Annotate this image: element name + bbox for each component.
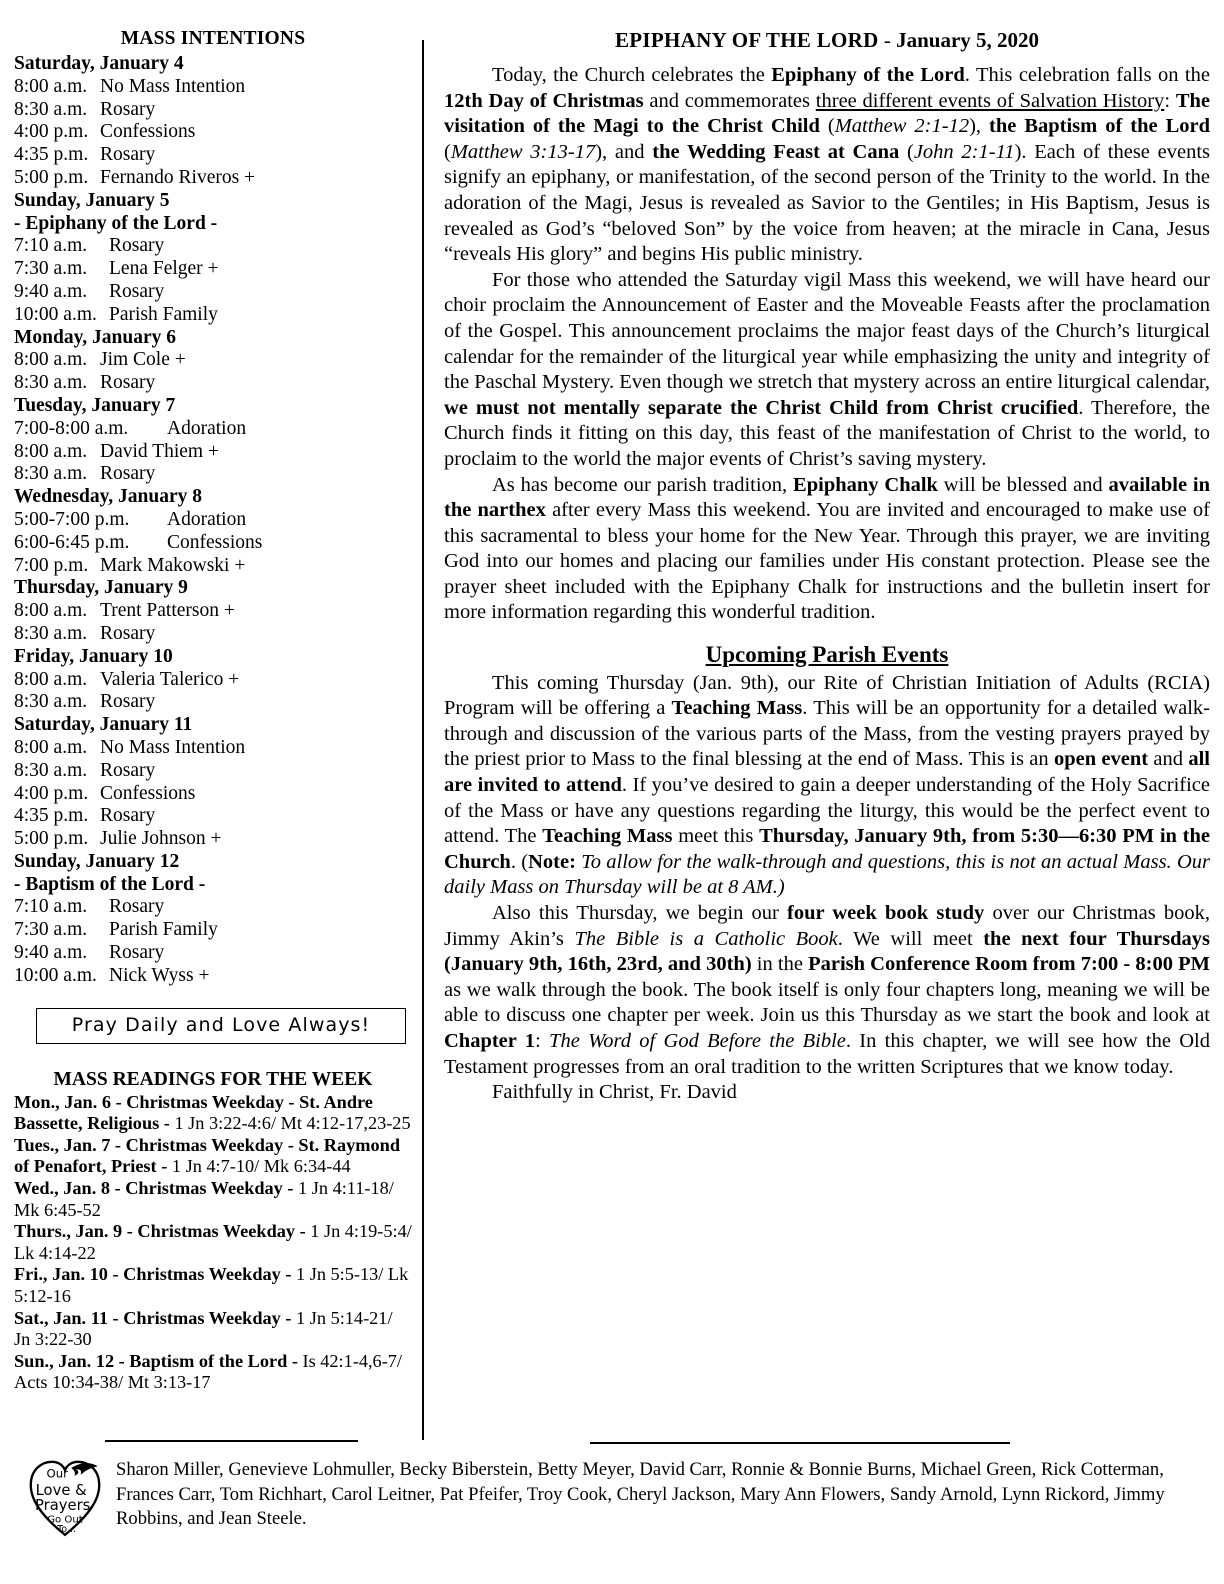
mass-entry — [14, 463, 412, 486]
mass-intention: Adoration — [167, 508, 247, 530]
mass-time: 8:00 a.m. — [14, 75, 88, 97]
text-run-bold: four week book study — [787, 902, 985, 924]
mass-intentions-list — [14, 53, 412, 988]
page-title-feast: EPIPHANY OF THE LORD — [614, 28, 879, 52]
mass-day-title: Saturday, January 4 — [14, 53, 184, 74]
mass-intention: Julie Johnson + — [100, 828, 222, 850]
left-column — [14, 28, 422, 1394]
mass-time: 4:00 p.m. — [14, 782, 89, 804]
mass-day-group — [14, 486, 412, 577]
mass-day-title: Sunday, January 12 — [14, 850, 180, 872]
reading-citation: 1 Jn 5:5-13/ Lk 5:12-16 — [14, 1264, 409, 1307]
mass-entry — [14, 828, 412, 851]
reading-citation: 1 Jn 4:11-18/ Mk 6:45-52 — [14, 1178, 394, 1220]
paragraph-epiphany — [444, 63, 1210, 268]
mass-intention: Rosary — [100, 805, 156, 827]
text-run: . We will meet — [837, 927, 984, 950]
mass-readings-heading: MASS READINGS FOR THE WEEK — [53, 1068, 373, 1090]
mass-time: 8:00 a.m. — [14, 349, 88, 371]
mass-entry — [14, 942, 412, 965]
mass-intention: Rosary — [100, 144, 156, 166]
text-run: . This will be an opportunity for a detailed walk-through and discussion of the various parts of the Mass, from the vesting prayers prayed by the priest prior to Mass to the final blessing at the end of Mass. This is an — [444, 697, 1211, 771]
mass-intention: Nick Wyss + — [109, 964, 210, 986]
text-run-bold: Teaching Mass — [542, 825, 673, 848]
mass-day-group — [14, 851, 412, 988]
text-run-italic: The Word of God Before the Bible — [549, 1029, 846, 1052]
mass-intention: Rosary — [100, 372, 156, 394]
reading-item — [14, 1308, 412, 1351]
mass-entry — [14, 372, 412, 395]
reading-label: Mon., Jan. 6 - Christmas Weekday - St. Andre Bassette, Religious - — [14, 1091, 373, 1134]
mass-intention: Adoration — [167, 417, 247, 439]
mass-intention: Rosary — [109, 235, 165, 257]
logo-line-5: To... — [57, 1523, 76, 1535]
mass-intention: Rosary — [109, 942, 165, 964]
mass-intention: Rosary — [100, 463, 156, 485]
mass-entry — [14, 623, 412, 646]
text-run-underline: three different events of Salvation History — [815, 89, 1165, 112]
mass-time: 8:00 a.m. — [14, 600, 88, 622]
mass-entry — [14, 509, 412, 532]
footer-rule-left — [105, 1440, 358, 1442]
mass-time: 7:30 a.m. — [14, 919, 88, 941]
text-run-bold: the Baptism of the Lord — [989, 115, 1210, 138]
mass-time: 10:00 a.m. — [14, 303, 97, 325]
text-run: after every Mass this weekend. You are invited and encouraged to make use of this sacramental to bless your home for the New Year. Through this prayer, we are inviting God into our homes and placing our families under His constant protection. Please see the prayer sheet included with the Epiphany Chalk for instructions and the bulletin insert for more information regarding this wonderful tradition. — [444, 499, 1211, 624]
text-run-bold: available in the narthex — [444, 473, 1210, 522]
text-run-italic: Matthew 2:1-12 — [834, 115, 970, 138]
mass-entry — [14, 919, 412, 942]
text-run-bold: Chapter 1 — [444, 1029, 536, 1052]
mass-intention: Confessions — [100, 121, 196, 143]
reading-label: Wed., Jan. 8 - Christmas Weekday - — [14, 1178, 294, 1199]
paragraph-book-study — [444, 901, 1210, 1080]
mass-intention: No Mass Intention — [100, 736, 246, 758]
mass-day-group — [14, 327, 412, 395]
mass-entry — [14, 783, 412, 806]
reading-citation: 1 Jn 4:7-10/ Mk 6:34-44 — [167, 1156, 351, 1177]
text-run: meet this — [672, 825, 760, 848]
text-run-bold: Epiphany Chalk — [793, 473, 938, 496]
paragraph-announcement — [444, 268, 1210, 473]
mass-time: 4:35 p.m. — [14, 144, 89, 166]
mass-day-title: Tuesday, January 7 — [14, 394, 176, 416]
mass-entry — [14, 167, 412, 190]
mass-day-subtitle: - Epiphany of the Lord - — [14, 212, 218, 234]
text-run: . In this chapter, we will see how the Old Testament progresses from an oral tradition to the written Scriptures that we know today. — [444, 1029, 1211, 1078]
text-run: For those who attended the Saturday vigil Mass this weekend, we will have heard our choir proclaim the Announcement of Easter and the Moveable Feasts after the proclamation of the Gospel. This announcement proclaims the major feast days of the Church’s liturgical calendar for the remainder of the liturgical year while emphasizing the unity and integrity of the Paschal Mystery. Even though we stretch that mystery across an entire liturgical calendar, — [444, 268, 1210, 394]
page-title-date: January 5, 2020 — [896, 28, 1040, 52]
mass-entry — [14, 805, 412, 828]
text-run-italic: John 2:1-11 — [913, 140, 1015, 163]
text-run-bold: Epiphany of the Lord — [771, 64, 965, 86]
text-run: and commemorates — [643, 89, 816, 112]
text-run: in the — [751, 953, 809, 976]
reading-item — [14, 1178, 412, 1221]
reading-citation: 1 Jn 3:22-4:6/ Mt 4:12-17,23-25 — [169, 1113, 411, 1134]
logo-line-3: Prayers — [34, 1497, 91, 1514]
text-run: ( — [819, 115, 835, 138]
text-run: ( — [444, 140, 451, 163]
reading-label: Fri., Jan. 10 - Christmas Weekday - — [14, 1264, 292, 1285]
mass-time: 4:00 p.m. — [14, 121, 89, 143]
text-run: . This celebration falls on the — [964, 64, 1210, 86]
text-run-italic: The Bible is a Catholic Book — [574, 927, 838, 950]
text-run-bold: Parish Conference Room from 7:00 - 8:00 PM — [808, 953, 1210, 976]
mass-time: 5:00 p.m. — [14, 166, 89, 188]
mass-entry — [14, 441, 412, 464]
mass-day-title: Thursday, January 9 — [14, 577, 188, 599]
mass-day-title: Wednesday, January 8 — [14, 486, 203, 508]
text-run: Today, the Church celebrates the — [492, 64, 772, 86]
logo-line-4: Go Out — [47, 1514, 83, 1526]
mass-time: 9:40 a.m. — [14, 280, 88, 302]
mass-entry — [14, 965, 412, 988]
text-run: : — [1164, 89, 1176, 112]
pastor-letter — [444, 63, 1210, 1106]
reading-item — [14, 1221, 412, 1264]
mass-intention: Valeria Talerico + — [100, 668, 240, 690]
reading-item — [14, 1092, 412, 1135]
right-column — [432, 28, 1210, 1106]
mass-day-title: Friday, January 10 — [14, 645, 173, 667]
reading-label: Tues., Jan. 7 - Christmas Weekday - St. Raymond of Penafort, Priest - — [14, 1134, 400, 1177]
reading-item — [14, 1351, 412, 1394]
mass-time: 8:30 a.m. — [14, 98, 88, 120]
mass-intention: Mark Makowski + — [100, 554, 246, 576]
mass-time: 5:00 p.m. — [14, 828, 89, 850]
page-title-separator: - — [878, 28, 897, 52]
mass-intention: Lena Felger + — [109, 258, 219, 280]
page-title — [444, 28, 1210, 53]
mass-entry — [14, 418, 412, 441]
text-run-bold: open event — [1053, 748, 1149, 771]
mass-intention: Trent Patterson + — [100, 600, 235, 622]
text-run: ( — [899, 140, 914, 163]
reading-label: Sun., Jan. 12 - Baptism of the Lord - — [14, 1350, 298, 1371]
text-run-bold: 12th Day of Christmas — [444, 89, 644, 112]
text-run: . ( — [510, 850, 529, 873]
prayer-list-block — [26, 1458, 1210, 1543]
mass-time: 7:10 a.m. — [14, 896, 88, 918]
reading-item — [14, 1264, 412, 1307]
text-run-bold: The visitation of the Magi to the Christ Child — [444, 89, 1210, 138]
text-run-bold: Note: — [528, 850, 576, 873]
upcoming-parish-events-heading: Upcoming Parish Events — [705, 642, 949, 668]
text-run: As has become our parish tradition, — [492, 473, 794, 496]
text-run: as we walk through the book. The book itself is only four chapters long, meaning we will be able to discuss one chapter per week. Join us this Thursday as we start the book and look at — [444, 978, 1210, 1027]
mass-time: 5:00-7:00 p.m. — [14, 508, 130, 530]
text-run-bold: we must not mentally separate the Christ Child from Christ crucified — [444, 396, 1079, 419]
reading-citation: Is 42:1-4,6-7/ Acts 10:34-38/ Mt 3:13-17 — [14, 1350, 402, 1393]
reading-citation: 1 Jn 5:14-21/ Jn 3:22-30 — [14, 1307, 393, 1350]
mass-entry — [14, 737, 412, 760]
text-run-bold: Teaching Mass — [671, 697, 803, 720]
mass-time: 8:30 a.m. — [14, 463, 88, 485]
mass-time: 10:00 a.m. — [14, 964, 97, 986]
mass-time: 7:10 a.m. — [14, 235, 88, 257]
prayer-names-text: Sharon Miller, Genevieve Lohmuller, Becky Biberstein, Betty Meyer, David Carr, Ronnie & Bonnie Burns, Michael Green, Rick Cotterman, Frances Carr, Tom Richhart, Carol Leitner, Pat Pfeifer, Troy Cook, Cheryl Jackson, Mary Ann Flowers, Sandy Arnold, Lynn Rickord, Jimmy Robbins, and Jean Steele. — [116, 1459, 1165, 1529]
mass-intention: Confessions — [167, 531, 263, 553]
mass-time: 8:00 a.m. — [14, 668, 88, 690]
mass-intention: Jim Cole + — [100, 349, 186, 371]
mass-intention: Fernando Riveros + — [100, 166, 256, 188]
mass-intention: David Thiem + — [100, 440, 219, 462]
mass-time: 8:30 a.m. — [14, 691, 88, 713]
mass-entry — [14, 99, 412, 122]
mass-entry — [14, 760, 412, 783]
mass-intention: Rosary — [100, 622, 156, 644]
mass-time: 8:30 a.m. — [14, 759, 88, 781]
text-run-italic: To allow for the walk-through and questions, this is not an actual Mass. Our daily Mass on Thursday will be at 8 AM.) — [444, 850, 1211, 899]
mass-entry — [14, 235, 412, 258]
paragraph-teaching-mass — [444, 671, 1210, 901]
mass-day-title: Sunday, January 5 — [14, 189, 170, 211]
mass-intention: Rosary — [109, 896, 165, 918]
mass-entry — [14, 121, 412, 144]
mass-entry — [14, 144, 412, 167]
mass-entry — [14, 281, 412, 304]
text-run: ). Each of these events signify an epiphany, or manifestation, of the second person of the Trinity to the world. In the adoration of the Magi, Jesus is revealed as Savior to the Gentiles; in His Baptism, Jesus is revealed as God’s “beloved Son” by the voice from heaven; at the miracle in Cana, Jesus “reveals His glory” and begins His public ministry. — [444, 140, 1211, 266]
mass-day-subtitle: - Baptism of the Lord - — [14, 873, 206, 895]
text-run-italic: Matthew 3:13-17 — [450, 140, 596, 163]
text-run-bold: the next four Thursdays (January 9th, 16th, 23rd, and 30th) — [444, 927, 1211, 976]
logo-line-2: Love & — [35, 1482, 87, 1500]
mass-day-group — [14, 395, 412, 486]
our-love-and-prayers-heart-icon — [26, 1454, 104, 1543]
text-run: ), and — [595, 140, 653, 163]
mass-intention: Rosary — [100, 691, 156, 713]
mass-day-group — [14, 577, 412, 645]
text-run: and — [1148, 748, 1189, 771]
paragraph-chalk — [444, 473, 1210, 627]
text-run: : — [535, 1029, 550, 1052]
mass-day-title: Saturday, January 11 — [14, 714, 193, 736]
mass-entry — [14, 600, 412, 623]
mass-intention: Rosary — [100, 759, 156, 781]
reading-citation: 1 Jn 4:19-5:4/ Lk 4:14-22 — [14, 1221, 412, 1263]
mass-entry — [14, 532, 412, 555]
mass-time: 6:00-6:45 p.m. — [14, 531, 130, 553]
reading-label: Thurs., Jan. 9 - Christmas Weekday - — [14, 1221, 306, 1242]
mass-entry — [14, 669, 412, 692]
text-run: ), — [969, 115, 990, 138]
text-run: Also this Thursday, we begin our — [492, 902, 787, 924]
mass-intention: Rosary — [100, 98, 156, 120]
mass-time: 8:30 a.m. — [14, 372, 88, 394]
text-run: This coming Thursday (Jan. 9th), our Rite of Christian Initiation of Adults (RCIA) Program will be offering a — [444, 671, 1210, 720]
mass-time: 7:30 a.m. — [14, 258, 88, 280]
mass-entry — [14, 555, 412, 578]
mass-time: 9:40 a.m. — [14, 942, 88, 964]
mass-time: 7:00 p.m. — [14, 554, 89, 576]
mass-intention: No Mass Intention — [100, 75, 246, 97]
mass-time: 8:00 a.m. — [14, 736, 88, 758]
text-run: over our Christmas book, Jimmy Akin’s — [444, 902, 1210, 950]
reading-item — [14, 1135, 412, 1178]
mass-day-group — [14, 646, 412, 714]
mass-day-title: Monday, January 6 — [14, 326, 176, 348]
mass-entry — [14, 304, 412, 327]
mass-entry — [14, 76, 412, 99]
text-run: . Therefore, the Church finds it fitting on this day, this feast of the manifestation of Christ to the world, to proclaim to the world the major events of Christ’s saving mystery. — [444, 396, 1210, 470]
pray-daily-banner: Pray Daily and Love Always! — [36, 1008, 406, 1044]
mass-intentions-heading: MASS INTENTIONS — [120, 28, 306, 49]
mass-entry — [14, 691, 412, 714]
mass-readings-list — [14, 1092, 412, 1394]
mass-entry — [14, 349, 412, 372]
mass-day-group — [14, 714, 412, 851]
logo-line-1: Our — [46, 1466, 68, 1481]
paragraph-signoff: Faithfully in Christ, Fr. David — [492, 1081, 737, 1104]
footer — [0, 1432, 1224, 1584]
mass-intention: Parish Family — [109, 919, 218, 941]
mass-day-group — [14, 53, 412, 190]
mass-day-group — [14, 190, 412, 327]
column-divider — [422, 40, 424, 1440]
mass-intention: Parish Family — [109, 303, 218, 325]
mass-entry — [14, 258, 412, 281]
mass-entry — [14, 896, 412, 919]
mass-time: 8:00 a.m. — [14, 440, 88, 462]
mass-time: 4:35 p.m. — [14, 805, 89, 827]
footer-rule-right — [590, 1442, 1010, 1444]
text-run-bold: all are invited to attend — [444, 748, 1210, 797]
text-run: . If you’ve desired to gain a deeper understanding of the Holy Sacrifice of the Mass or have any questions regarding the liturgy, this would be the perfect event to attend. The — [444, 774, 1210, 848]
reading-label: Sat., Jan. 11 - Christmas Weekday - — [14, 1307, 292, 1328]
mass-time: 7:00-8:00 a.m. — [14, 417, 129, 439]
text-run: will be blessed and — [937, 473, 1109, 496]
text-run-bold: Thursday, January 9th, from 5:30—6:30 PM in the Church — [444, 825, 1211, 873]
mass-time: 8:30 a.m. — [14, 622, 88, 644]
mass-intention: Rosary — [109, 280, 165, 302]
mass-intention: Confessions — [100, 782, 196, 804]
text-run-bold: the Wedding Feast at Cana — [652, 140, 900, 163]
